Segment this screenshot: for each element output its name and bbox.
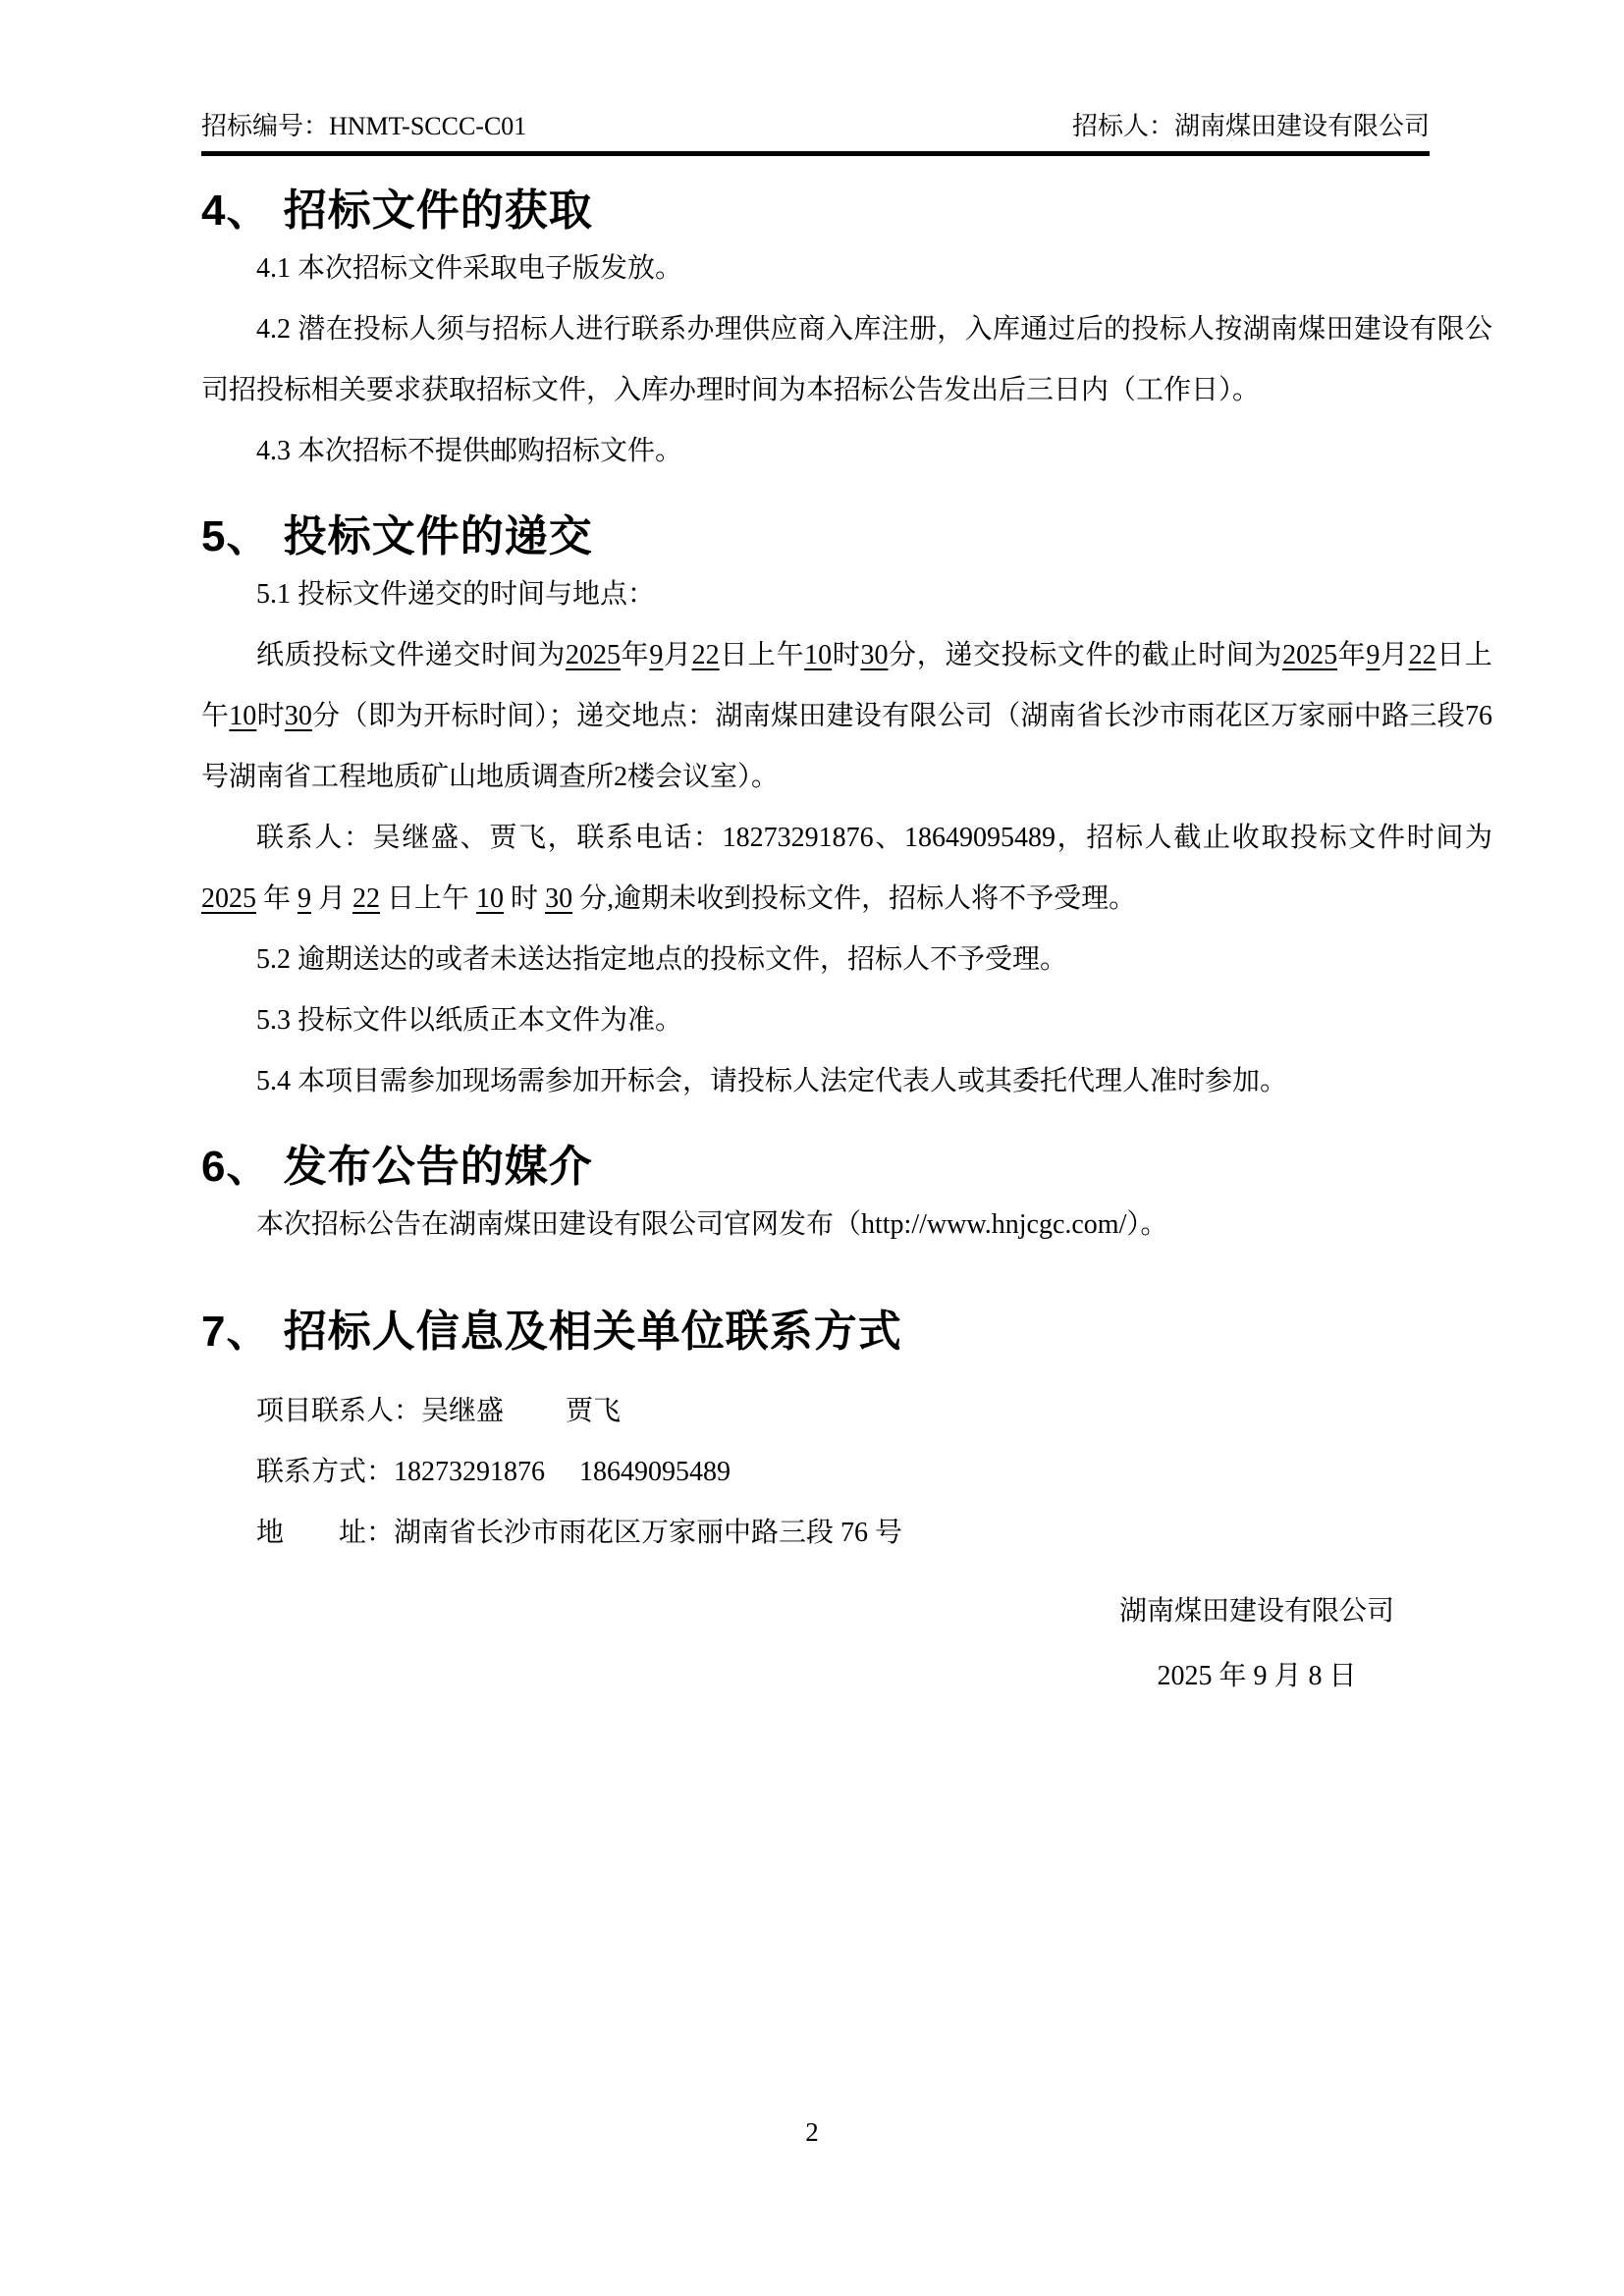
para-4-1: 4.1 本次招标文件采取电子版发放。 xyxy=(256,253,683,284)
page-number: 2 xyxy=(805,2117,819,2147)
page-header xyxy=(201,110,1430,156)
contact-phone-line: 联系方式：18273291876 18649095489 xyxy=(256,1457,731,1487)
section-6-title: 6、 发布公告的媒介 xyxy=(201,1143,593,1191)
contact-address-line: 地 址：湖南省长沙市雨花区万家丽中路三段 76 号 xyxy=(256,1518,903,1548)
header-tenderer: 招标人：湖南煤田建设有限公司 xyxy=(1071,112,1430,140)
section-7-title: 7、 招标人信息及相关单位联系方式 xyxy=(201,1308,902,1356)
signature-date: 2025 年 9 月 8 日 xyxy=(1157,1661,1357,1691)
para-5-contacts: 联系人：吴继盛、贾飞，联系电话：18273291876、18649095489，招标人截止收取投标文件时间为 2025 年 9 月 22 日上午 10 时 30 分,逾期未收到投标文件，招标人将不予受理。 xyxy=(201,823,1492,914)
para-5-1: 5.1 投标文件递交的时间与地点： xyxy=(256,579,656,610)
section-4-title: 4、 招标文件的获取 xyxy=(201,187,593,235)
para-4-3: 4.3 本次招标不提供邮购招标文件。 xyxy=(256,436,683,466)
para-5-2: 5.2 逾期送达的或者未送达指定地点的投标文件，招标人不予受理。 xyxy=(256,944,1068,975)
para-4-2: 4.2 潜在投标人须与招标人进行联系办理供应商入库注册，入库通过后的投标人按湖南煤田建设有限公司招投标相关要求获取招标文件，入库办理时间为本招标公告发出后三日内（工作日）。 xyxy=(201,314,1492,405)
contact-person-line: 项目联系人：吴继盛 贾飞 xyxy=(256,1396,622,1426)
para-5-4: 5.4 本项目需参加现场需参加开标会，请投标人法定代表人或其委托代理人准时参加。 xyxy=(256,1066,1288,1096)
signature-company: 湖南煤田建设有限公司 xyxy=(1118,1596,1394,1627)
para-5-3: 5.3 投标文件以纸质正本文件为准。 xyxy=(256,1005,683,1036)
para-5-submission-time: 纸质投标文件递交时间为2025年9月22日上午10时30分，递交投标文件的截止时间为2025年9月22日上午10时30分（即为开标时间）；递交地点：湖南煤田建设有限公司（湖南省长沙市雨花区万家丽中路三段76号湖南省工程地质矿山地质调查所2楼会议室）。 xyxy=(201,640,1492,792)
section-5-title: 5、 投标文件的递交 xyxy=(201,512,593,561)
para-6-media: 本次招标公告在湖南煤田建设有限公司官网发布（http://www.hnjcgc.com/）。 xyxy=(256,1209,1168,1240)
header-tender-number: 招标编号：HNMT-SCCC-C01 xyxy=(201,112,527,140)
signature-block xyxy=(1095,1579,1419,1709)
